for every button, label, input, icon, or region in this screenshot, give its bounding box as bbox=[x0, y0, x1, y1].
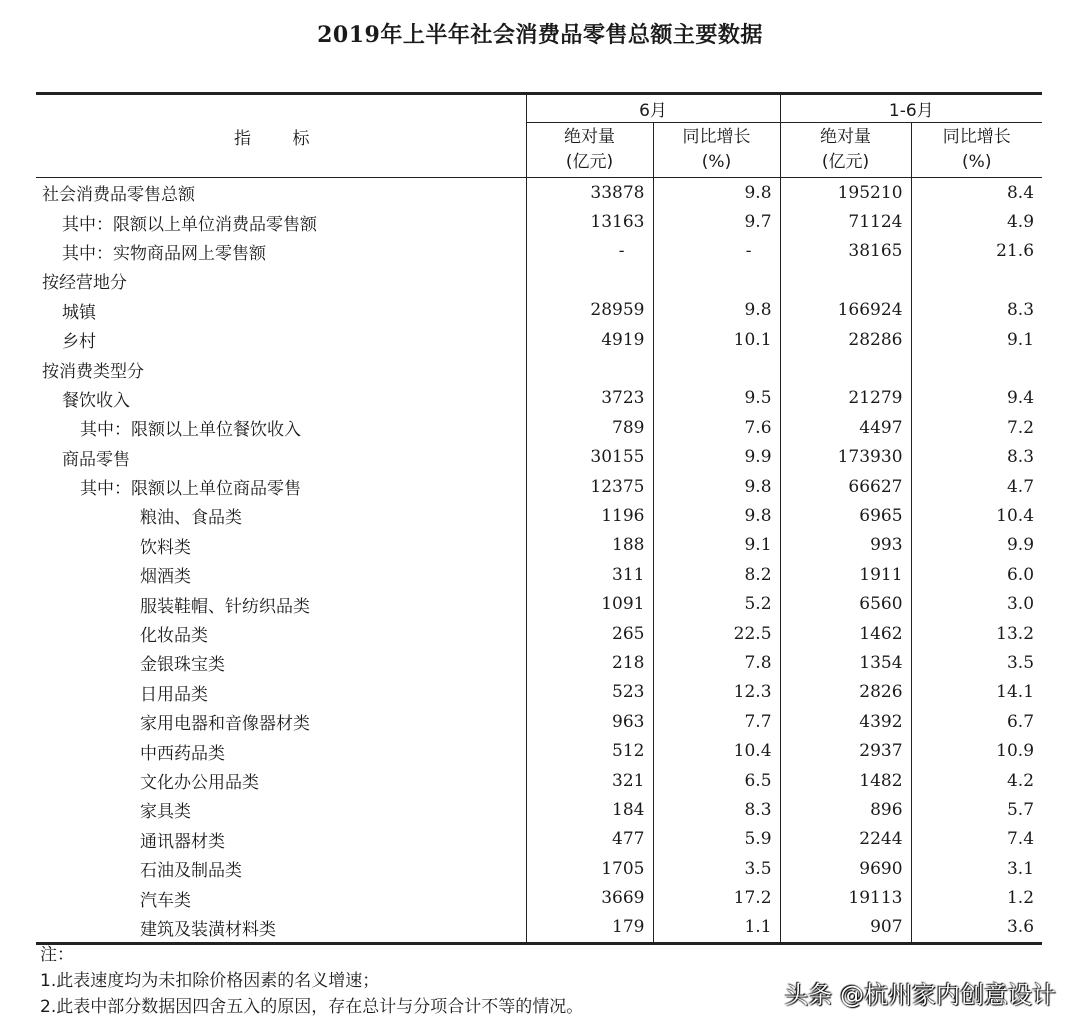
cell-june-yoy: 9.1 bbox=[653, 531, 780, 560]
row-label: 金银珠宝类 bbox=[140, 655, 225, 676]
cell-h1-yoy bbox=[911, 266, 1042, 295]
cell-june-abs: 30155 bbox=[526, 443, 653, 472]
cell-june-yoy bbox=[653, 266, 780, 295]
abs-label: 绝对量 bbox=[564, 127, 615, 147]
cell-june-yoy: 8.3 bbox=[653, 795, 780, 824]
cell-june-yoy: 6.5 bbox=[653, 766, 780, 795]
table-row bbox=[36, 472, 1042, 501]
cell-june-abs: 4919 bbox=[526, 325, 653, 354]
abs-unit: (亿元) bbox=[565, 152, 614, 172]
row-label: 文化办公用品类 bbox=[140, 773, 259, 793]
cell-h1-yoy: 6.0 bbox=[911, 560, 1042, 589]
row-label: 社会消费品零售总额 bbox=[42, 185, 195, 206]
cell-june-abs: 33878 bbox=[526, 178, 653, 208]
row-label: 其中：限额以上单位消费品零售额 bbox=[62, 214, 317, 235]
cell-h1-yoy: 3.1 bbox=[911, 854, 1042, 883]
row-label: 商品零售 bbox=[62, 449, 130, 470]
cell-h1-abs: 4497 bbox=[780, 413, 911, 442]
yoy-label: 同比增长 bbox=[682, 127, 751, 147]
table-row bbox=[36, 501, 1042, 530]
cell-h1-abs: 1911 bbox=[780, 560, 911, 589]
footnotes bbox=[40, 942, 583, 1020]
cell-h1-yoy: 5.7 bbox=[911, 795, 1042, 824]
table-row bbox=[36, 178, 1042, 208]
cell-june-yoy: 12.3 bbox=[653, 678, 780, 707]
cell-june-abs bbox=[526, 354, 653, 383]
cell-h1-yoy: 6.7 bbox=[911, 707, 1042, 736]
cell-june-yoy: 7.8 bbox=[653, 648, 780, 677]
cell-h1-yoy: 9.9 bbox=[911, 531, 1042, 560]
table-row bbox=[36, 237, 1042, 266]
row-label: 家用电器和音像器材类 bbox=[140, 714, 310, 735]
cell-h1-abs: 907 bbox=[780, 913, 911, 944]
cell-h1-abs bbox=[780, 266, 911, 295]
cell-june-yoy: 22.5 bbox=[653, 619, 780, 648]
cell-h1-yoy: 21.6 bbox=[911, 237, 1042, 266]
cell-h1-yoy: 8.4 bbox=[911, 178, 1042, 208]
cell-h1-abs: 71124 bbox=[780, 207, 911, 236]
cell-june-abs: 963 bbox=[526, 707, 653, 736]
cell-h1-abs: 28286 bbox=[780, 325, 911, 354]
table-row bbox=[36, 354, 1042, 383]
cell-h1-yoy: 10.9 bbox=[911, 736, 1042, 765]
row-label: 石油及制品类 bbox=[140, 861, 242, 882]
cell-h1-yoy: 8.3 bbox=[911, 443, 1042, 472]
row-label: 其中：限额以上单位餐饮收入 bbox=[80, 420, 301, 441]
cell-h1-abs: 166924 bbox=[780, 296, 911, 325]
cell-h1-yoy: 3.0 bbox=[911, 589, 1042, 618]
cell-june-yoy: 10.4 bbox=[653, 736, 780, 765]
abs-label: 绝对量 bbox=[820, 127, 872, 147]
cell-june-abs: 523 bbox=[526, 678, 653, 707]
table-row bbox=[36, 883, 1042, 912]
cell-june-abs: 218 bbox=[526, 648, 653, 677]
row-label: 城镇 bbox=[62, 302, 96, 323]
cell-june-yoy: 17.2 bbox=[653, 883, 780, 912]
table-row bbox=[36, 384, 1042, 413]
cell-june-abs: - bbox=[526, 237, 653, 266]
cell-h1-abs: 6560 bbox=[780, 589, 911, 618]
cell-h1-abs: 1482 bbox=[780, 766, 911, 795]
cell-june-yoy: - bbox=[653, 237, 780, 266]
cell-june-yoy: 5.9 bbox=[653, 825, 780, 854]
cell-june-yoy: 8.2 bbox=[653, 560, 780, 589]
col-header-june-abs bbox=[526, 123, 653, 178]
cell-h1-abs: 21279 bbox=[780, 384, 911, 413]
cell-h1-abs: 1354 bbox=[780, 648, 911, 677]
footnote-heading: 注： bbox=[40, 945, 74, 965]
cell-june-abs bbox=[526, 266, 653, 295]
row-label: 饮料类 bbox=[140, 537, 191, 558]
yoy-unit: (%) bbox=[962, 152, 992, 172]
cell-h1-abs: 173930 bbox=[780, 443, 911, 472]
cell-h1-yoy: 9.1 bbox=[911, 325, 1042, 354]
cell-june-abs: 184 bbox=[526, 795, 653, 824]
table-row bbox=[36, 825, 1042, 854]
cell-h1-yoy: 10.4 bbox=[911, 501, 1042, 530]
indicator-header: 指 标 bbox=[36, 94, 526, 178]
table-row bbox=[36, 266, 1042, 295]
cell-h1-abs: 896 bbox=[780, 795, 911, 824]
cell-h1-yoy bbox=[911, 354, 1042, 383]
cell-h1-yoy: 4.9 bbox=[911, 207, 1042, 236]
cell-h1-yoy: 7.2 bbox=[911, 413, 1042, 442]
col-header-june-yoy bbox=[653, 123, 780, 178]
table-row bbox=[36, 531, 1042, 560]
cell-h1-yoy: 8.3 bbox=[911, 296, 1042, 325]
cell-june-yoy: 3.5 bbox=[653, 854, 780, 883]
cell-h1-abs: 6965 bbox=[780, 501, 911, 530]
cell-june-abs: 1091 bbox=[526, 589, 653, 618]
cell-h1-yoy: 3.5 bbox=[911, 648, 1042, 677]
row-label: 按经营地分 bbox=[42, 273, 127, 294]
cell-h1-abs: 1462 bbox=[780, 619, 911, 648]
table-row bbox=[36, 443, 1042, 472]
cell-june-abs: 321 bbox=[526, 766, 653, 795]
group-header-h1: 1-6月 bbox=[780, 94, 1042, 123]
table-row bbox=[36, 560, 1042, 589]
cell-h1-abs bbox=[780, 354, 911, 383]
cell-h1-yoy: 1.2 bbox=[911, 883, 1042, 912]
yoy-unit: (%) bbox=[701, 152, 732, 172]
cell-june-yoy: 9.9 bbox=[653, 443, 780, 472]
row-label: 日用品类 bbox=[140, 684, 208, 705]
row-label: 其中：限额以上单位商品零售 bbox=[80, 479, 301, 500]
table-row bbox=[36, 678, 1042, 707]
row-label: 汽车类 bbox=[140, 890, 191, 911]
footnote-item: 1.此表速度均为未扣除价格因素的名义增速； bbox=[40, 971, 380, 991]
row-label: 家具类 bbox=[140, 802, 191, 823]
page-title: 2019年上半年社会消费品零售总额主要数据 bbox=[317, 22, 763, 48]
cell-h1-abs: 9690 bbox=[780, 854, 911, 883]
footnote-item: 2.此表中部分数据因四舍五入的原因，存在总计与分项合计不等的情况。 bbox=[40, 997, 584, 1017]
table-row bbox=[36, 619, 1042, 648]
col-header-h1-yoy bbox=[911, 123, 1042, 178]
table-header bbox=[36, 94, 1042, 178]
cell-h1-abs: 2826 bbox=[780, 678, 911, 707]
table-row bbox=[36, 648, 1042, 677]
cell-june-abs: 512 bbox=[526, 736, 653, 765]
cell-h1-abs: 4392 bbox=[780, 707, 911, 736]
cell-h1-yoy: 13.2 bbox=[911, 619, 1042, 648]
cell-h1-abs: 19113 bbox=[780, 883, 911, 912]
cell-june-yoy: 10.1 bbox=[653, 325, 780, 354]
table-row bbox=[36, 296, 1042, 325]
row-label: 化妆品类 bbox=[140, 626, 208, 647]
cell-june-abs: 3669 bbox=[526, 883, 653, 912]
table-row bbox=[36, 736, 1042, 765]
cell-h1-yoy: 7.4 bbox=[911, 825, 1042, 854]
cell-june-yoy: 1.1 bbox=[653, 913, 780, 944]
row-label: 服装鞋帽、针纺织品类 bbox=[140, 596, 310, 617]
group-header-june: 6月 bbox=[526, 94, 780, 123]
cell-june-abs: 28959 bbox=[526, 296, 653, 325]
cell-june-yoy: 5.2 bbox=[653, 589, 780, 618]
table-row bbox=[36, 325, 1042, 354]
cell-june-yoy: 9.7 bbox=[653, 207, 780, 236]
table-row bbox=[36, 589, 1042, 618]
yoy-label: 同比增长 bbox=[942, 127, 1011, 147]
cell-june-yoy: 9.8 bbox=[653, 296, 780, 325]
cell-h1-yoy: 4.7 bbox=[911, 472, 1042, 501]
cell-june-yoy: 9.5 bbox=[653, 384, 780, 413]
cell-h1-yoy: 9.4 bbox=[911, 384, 1042, 413]
cell-june-abs: 3723 bbox=[526, 384, 653, 413]
cell-june-abs: 789 bbox=[526, 413, 653, 442]
cell-june-abs: 311 bbox=[526, 560, 653, 589]
cell-h1-abs: 993 bbox=[780, 531, 911, 560]
table-row bbox=[36, 854, 1042, 883]
cell-june-abs: 477 bbox=[526, 825, 653, 854]
cell-june-abs: 1705 bbox=[526, 854, 653, 883]
cell-june-abs: 179 bbox=[526, 913, 653, 944]
cell-h1-abs: 2937 bbox=[780, 736, 911, 765]
cell-june-yoy: 9.8 bbox=[653, 178, 780, 208]
cell-june-yoy: 9.8 bbox=[653, 501, 780, 530]
abs-unit: (亿元) bbox=[821, 152, 870, 172]
cell-h1-yoy: 4.2 bbox=[911, 766, 1042, 795]
cell-h1-yoy: 14.1 bbox=[911, 678, 1042, 707]
cell-h1-abs: 66627 bbox=[780, 472, 911, 501]
row-label: 乡村 bbox=[62, 332, 96, 353]
table-row bbox=[36, 413, 1042, 442]
cell-june-yoy: 9.8 bbox=[653, 472, 780, 501]
cell-h1-abs: 2244 bbox=[780, 825, 911, 854]
cell-june-yoy bbox=[653, 354, 780, 383]
row-label: 粮油、食品类 bbox=[140, 508, 242, 529]
cell-h1-abs: 195210 bbox=[780, 178, 911, 208]
cell-june-abs: 13163 bbox=[526, 207, 653, 236]
table-row bbox=[36, 766, 1042, 795]
data-table bbox=[36, 92, 1042, 945]
cell-june-abs: 12375 bbox=[526, 472, 653, 501]
row-label: 按消费类型分 bbox=[42, 361, 144, 382]
row-label: 建筑及装潢材料类 bbox=[36, 913, 526, 944]
cell-june-yoy: 7.6 bbox=[653, 413, 780, 442]
row-label: 餐饮收入 bbox=[62, 390, 130, 411]
cell-june-yoy: 7.7 bbox=[653, 707, 780, 736]
cell-june-abs: 265 bbox=[526, 619, 653, 648]
cell-h1-abs: 38165 bbox=[780, 237, 911, 266]
row-label: 通讯器材类 bbox=[140, 831, 225, 852]
cell-h1-yoy: 3.6 bbox=[911, 913, 1042, 944]
row-label: 中西药品类 bbox=[140, 743, 225, 764]
cell-june-abs: 1196 bbox=[526, 501, 653, 530]
table-row bbox=[36, 913, 1042, 944]
row-label: 烟酒类 bbox=[140, 567, 191, 588]
table-row bbox=[36, 207, 1042, 236]
table-row bbox=[36, 795, 1042, 824]
row-label: 其中：实物商品网上零售额 bbox=[62, 243, 266, 264]
table-body bbox=[36, 178, 1042, 944]
cell-june-abs: 188 bbox=[526, 531, 653, 560]
col-header-h1-abs bbox=[780, 123, 911, 178]
watermark: 头条 @杭州家内创意设计 bbox=[784, 981, 1056, 1009]
table-row bbox=[36, 707, 1042, 736]
